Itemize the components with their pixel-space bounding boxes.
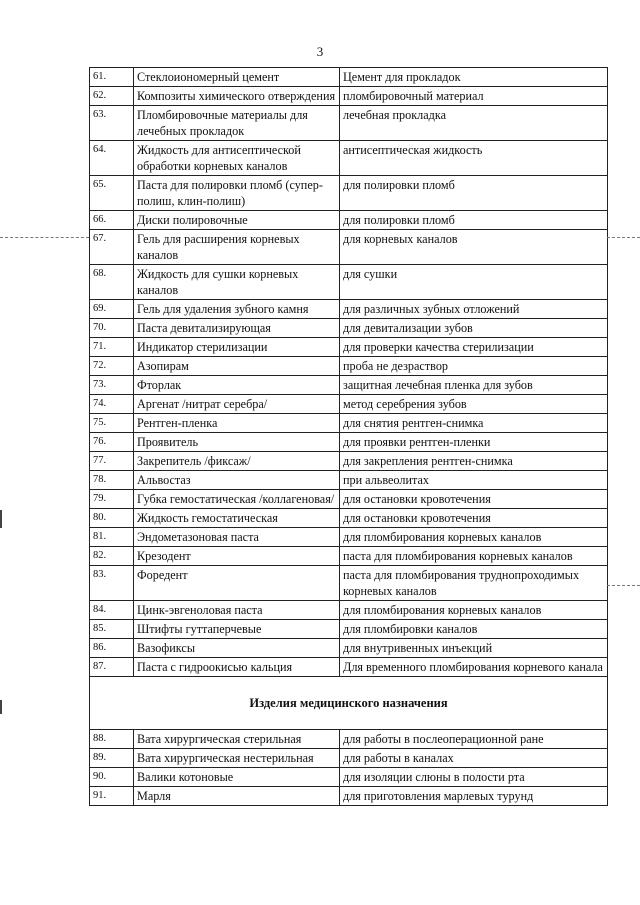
row-number: 64. — [90, 141, 134, 176]
row-number: 83. — [90, 566, 134, 601]
item-name: Пломбировочные материалы для лечебных прокладок — [134, 106, 340, 141]
item-name: Рентген-пленка — [134, 414, 340, 433]
table-row — [90, 230, 608, 265]
row-number: 63. — [90, 106, 134, 141]
scan-cut-line — [0, 237, 89, 238]
table-row — [90, 211, 608, 230]
row-number: 89. — [90, 749, 134, 768]
table-row — [90, 300, 608, 319]
item-purpose: для проявки рентген-пленки — [340, 433, 608, 452]
item-name: Стеклоиономерный цемент — [134, 68, 340, 87]
item-purpose: для работы в послеоперационной ране — [340, 730, 608, 749]
item-name: Валики котоновые — [134, 768, 340, 787]
item-purpose: для сушки — [340, 265, 608, 300]
row-number: 69. — [90, 300, 134, 319]
section-row — [90, 677, 608, 730]
item-purpose: для приготовления марлевых турунд — [340, 787, 608, 806]
item-purpose: защитная лечебная пленка для зубов — [340, 376, 608, 395]
row-number: 77. — [90, 452, 134, 471]
item-name: Жидкость для антисептической обработки корневых каналов — [134, 141, 340, 176]
item-purpose: паста для пломбирования корневых каналов — [340, 547, 608, 566]
item-purpose: для пломбирования корневых каналов — [340, 528, 608, 547]
section-title: Изделия медицинского назначения — [90, 677, 608, 730]
row-number: 79. — [90, 490, 134, 509]
row-number: 73. — [90, 376, 134, 395]
item-purpose: для корневых каналов — [340, 230, 608, 265]
table-row — [90, 357, 608, 376]
item-name: Цинк-эвгеноловая паста — [134, 601, 340, 620]
item-name: Штифты гуттаперчевые — [134, 620, 340, 639]
table-row — [90, 787, 608, 806]
table-row — [90, 509, 608, 528]
row-number: 62. — [90, 87, 134, 106]
item-purpose: при альвеолитах — [340, 471, 608, 490]
table-body-medical-products — [90, 730, 608, 806]
item-name: Вата хирургическая стерильная — [134, 730, 340, 749]
item-purpose: Цемент для прокладок — [340, 68, 608, 87]
item-purpose: для внутривенных инъекций — [340, 639, 608, 658]
row-number: 66. — [90, 211, 134, 230]
item-purpose: для пломбирования корневых каналов — [340, 601, 608, 620]
table-row — [90, 68, 608, 87]
item-purpose: для закрепления рентген-снимка — [340, 452, 608, 471]
row-number: 70. — [90, 319, 134, 338]
row-number: 71. — [90, 338, 134, 357]
table-body-dental-materials — [90, 68, 608, 677]
table-row — [90, 749, 608, 768]
table-row — [90, 265, 608, 300]
item-name: Паста с гидроокисью кальция — [134, 658, 340, 677]
item-purpose: для снятия рентген-снимка — [340, 414, 608, 433]
row-number: 72. — [90, 357, 134, 376]
table-row — [90, 106, 608, 141]
item-name: Губка гемостатическая /коллагеновая/ — [134, 490, 340, 509]
row-number: 68. — [90, 265, 134, 300]
scan-edge-mark — [0, 700, 2, 714]
row-number: 74. — [90, 395, 134, 414]
row-number: 82. — [90, 547, 134, 566]
item-name: Эндометазоновая паста — [134, 528, 340, 547]
item-name: Крезодент — [134, 547, 340, 566]
table-row — [90, 620, 608, 639]
row-number: 61. — [90, 68, 134, 87]
item-name: Индикатор стерилизации — [134, 338, 340, 357]
item-name: Проявитель — [134, 433, 340, 452]
item-purpose: для остановки кровотечения — [340, 509, 608, 528]
row-number: 80. — [90, 509, 134, 528]
item-name: Гель для расширения корневых каналов — [134, 230, 340, 265]
item-name: Вазофиксы — [134, 639, 340, 658]
table-row — [90, 566, 608, 601]
item-name: Закрепитель /фиксаж/ — [134, 452, 340, 471]
item-purpose: паста для пломбирования труднопроходимых корневых каналов — [340, 566, 608, 601]
row-number: 65. — [90, 176, 134, 211]
scan-cut-line — [607, 585, 640, 586]
row-number: 85. — [90, 620, 134, 639]
item-purpose: для полировки пломб — [340, 176, 608, 211]
table-row — [90, 376, 608, 395]
item-purpose: для изоляции слюны в полости рта — [340, 768, 608, 787]
table-row — [90, 395, 608, 414]
row-number: 87. — [90, 658, 134, 677]
item-purpose: для пломбировки каналов — [340, 620, 608, 639]
item-name: Жидкость гемостатическая — [134, 509, 340, 528]
supplies-table — [89, 67, 608, 806]
item-purpose: для различных зубных отложений — [340, 300, 608, 319]
item-name: Паста для полировки пломб (супер-полиш, клин-полиш) — [134, 176, 340, 211]
item-name: Аргенат /нитрат серебра/ — [134, 395, 340, 414]
row-number: 81. — [90, 528, 134, 547]
item-name: Марля — [134, 787, 340, 806]
item-name: Жидкость для сушки корневых каналов — [134, 265, 340, 300]
item-name: Вата хирургическая нестерильная — [134, 749, 340, 768]
table-row — [90, 433, 608, 452]
table-row — [90, 601, 608, 620]
table-row — [90, 768, 608, 787]
table-row — [90, 490, 608, 509]
item-purpose: для проверки качества стерилизации — [340, 338, 608, 357]
item-purpose: для остановки кровотечения — [340, 490, 608, 509]
table-row — [90, 319, 608, 338]
row-number: 78. — [90, 471, 134, 490]
item-name: Гель для удаления зубного камня — [134, 300, 340, 319]
item-purpose: метод серебрения зубов — [340, 395, 608, 414]
scan-edge-mark — [0, 510, 2, 528]
row-number: 76. — [90, 433, 134, 452]
table-row — [90, 471, 608, 490]
item-purpose: для работы в каналах — [340, 749, 608, 768]
item-name: Диски полировочные — [134, 211, 340, 230]
table-section — [90, 677, 608, 730]
item-purpose: Для временного пломбирования корневого канала — [340, 658, 608, 677]
item-purpose: проба не дезраствор — [340, 357, 608, 376]
table-row — [90, 639, 608, 658]
row-number: 88. — [90, 730, 134, 749]
row-number: 67. — [90, 230, 134, 265]
item-name: Альвостаз — [134, 471, 340, 490]
table-row — [90, 452, 608, 471]
table-row — [90, 338, 608, 357]
row-number: 91. — [90, 787, 134, 806]
item-name: Паста девитализирующая — [134, 319, 340, 338]
row-number: 86. — [90, 639, 134, 658]
page-number: 3 — [316, 44, 324, 59]
row-number: 75. — [90, 414, 134, 433]
item-purpose: для полировки пломб — [340, 211, 608, 230]
table-row — [90, 141, 608, 176]
item-purpose: для девитализации зубов — [340, 319, 608, 338]
item-purpose: антисептическая жидкость — [340, 141, 608, 176]
item-purpose: лечебная прокладка — [340, 106, 608, 141]
table-row — [90, 528, 608, 547]
table-row — [90, 730, 608, 749]
table-row — [90, 87, 608, 106]
table-row — [90, 414, 608, 433]
table-row — [90, 547, 608, 566]
item-name: Композиты химического отверждения — [134, 87, 340, 106]
table-row — [90, 176, 608, 211]
item-name: Фторлак — [134, 376, 340, 395]
row-number: 90. — [90, 768, 134, 787]
item-name: Азопирам — [134, 357, 340, 376]
scan-cut-line — [607, 237, 640, 238]
row-number: 84. — [90, 601, 134, 620]
table-row — [90, 658, 608, 677]
item-name: Форедент — [134, 566, 340, 601]
item-purpose: пломбировочный материал — [340, 87, 608, 106]
